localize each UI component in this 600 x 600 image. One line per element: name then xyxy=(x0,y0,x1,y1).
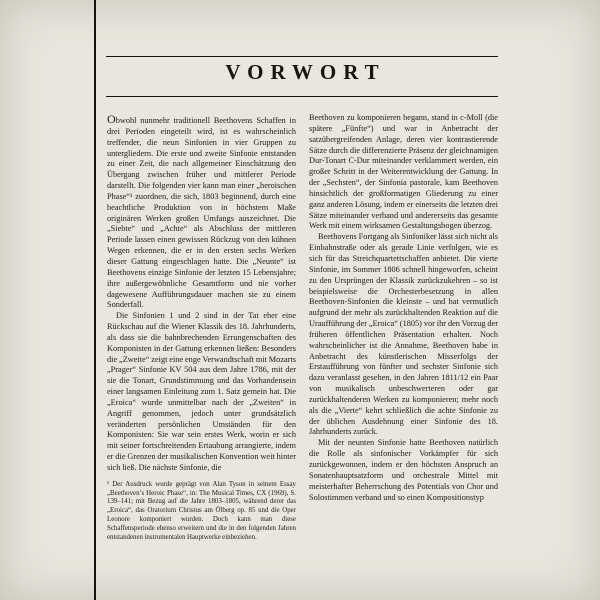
right-column xyxy=(309,113,498,600)
paragraph: Mit der neunten Sinfonie hatte Beethoven natürlich die Rolle als sinfonischer Vorkämpfer für sich zurückgewonnen, indem er den höchsten Anspruch an Sonatenhauptsatzform und orchestrale Mittel mit meisterhafter Beherrschung des Potentials von Chor und Solostimmen verband und so einen Kompositionstyp xyxy=(309,438,498,502)
paragraph: Beethoven zu komponieren begann, stand in c-Moll (die spätere „Fünfte“) und war in Anbetracht der satzübergreifenden Anlage, deren vier kontrastierende Sätze durch die differenzierte Präsenz der gleichnamigen Dur-Tonart C-Dur miteinander verklammert werden, ein großer Schritt in der Weiterentwicklung der Gattung. In der „Sechsten“, der Sinfonia pastorale, kam Beethoven hinsichtlich der großformatigen Gliederung zu einer ganz anderen Lösung, indem er einerseits die letzten drei Sätze miteinander verband und andererseits das gesamte Werk mit einem wirksamen Gestaltungsbogen überzog. xyxy=(309,113,498,231)
paragraph: Obwohl nunmehr traditionell Beethovens Schaffen in drei Perioden eingeteilt wird, ist es wahrscheinlich treffender, die neun Sinfonien in vier Gruppen zu untergliedern. Die erste und zweite Sinfonie entstanden zu einer Zeit, die nach allgemeiner Einschätzung den Übergang zwischen früher und mittlerer Periode darstellt. Die folgenden vier kann man einer „heroischen Phase“¹ zuordnen, die sich, 1803 beginnend, durch eine beachtliche Produktion von in höchstem Maße originären Werken großen Umfangs auszeichnet. Die „Siebte“ und „Achte“ als Abschluss der mittleren Periode lassen einen gewissen Rückzug von den kühnen Wegen erkennen, die er in den ersten sechs Werken dieser Gattung eingeschlagen hatte. Die „Neunte“ ist Beethovens einzige Sinfonie der letzten 15 Lebensjahre; ihre außergewöhnliche Gesamtform und nie vorher dagewesene Aufführungsdauer machen sie zu einem Sonderfall. xyxy=(107,113,296,310)
left-column xyxy=(107,113,296,600)
paragraph: Beethovens Fortgang als Sinfoniker lässt sich nicht als Einbahnstraße oder als gerade Linie verfolgen, wie es sich für das Streichquartettschaffen anbietet. Die vierte Sinfonie, im Sommer 1806 schnell hingeworfen, scheint zu den Ursprüngen der Klassik zurückzukehren – so ist beispielsweise die Orchesterbesetzung in allen Beethoven-Sinfonien die kleinste – und hat vermutlich aufgrund der mehr als zurückhaltenden Reaktion auf die Uraufführung der „Eroica“ (1805) vor ihr den Vorzug der früheren öffentlichen Präsentation erhalten. Noch wahrscheinlicher ist die Annahme, Beethoven habe in Anbetracht des künstlerischen Misserfolgs der Erstaufführung von fünfter und sechster Sinfonie sich dazu veranlasst gesehen, in den Jahren 1811/12 ein Paar von musikalisch unbeschwerteren oder gar zurückhaltenderen Werken zu komponieren; mehr noch als die „Vierte“ kehrt schließlich die achte Sinfonie zu der üblichen Ausdehnung einer Sinfonie des 18. Jahrhunderts zurück. xyxy=(309,232,498,437)
title-rule-top xyxy=(106,56,498,57)
footnote: ¹ Der Ausdruck wurde geprägt von Alan Tyson in seinem Essay „Beethoven’s Heroic Phase“, in: The Musical Times, CX (1969), S. 139–141; mit Bezug auf die Jahre 1803–1805, während derer das „Eroica“, das Oratorium Christus am Ölberg op. 85 und die Oper Leonore komponiert wurden. Doch kann man diese Schaffensperiode ebenso erweitern und die in den folgenden Jahren entstandenen instrumentalen Hauptwerke einbeziehen. xyxy=(107,480,296,541)
title-rule-bottom xyxy=(106,96,498,97)
left-margin-rule xyxy=(94,0,96,600)
page-title: VORWORT xyxy=(225,60,386,84)
paragraph: Die Sinfonien 1 und 2 sind in der Tat eher eine Rückschau auf die Wiener Klassik des 18. Jahrhunderts, als dass sie die bahnbrechenden Errungenschaften des Komponisten in der Gattung erkennen ließen: Besonders die „Zweite“ zeigt eine enge Verwandtschaft mit Mozarts „Prager“ Sinfonie KV 504 aus dem Jahre 1786, mit der sie die Tonart, Grundstimmung und das Vorhandensein einer langsamen Einleitung zum 1. Satz gemein hat. Die „Eroica“ wurde unmittelbar nach der „Zweiten“ in Angriff genommen, jedoch unter grundsätzlich veränderten persönlichen Umständen für den Komponisten: Sie war sein erstes Werk, worin er sich mit seiner fortschreitenden Ertaubung arrangierte, indem er die Grenzen der musikalischen Konvention weit hinter sich ließ. Die nächste Sinfonie, die xyxy=(107,311,296,472)
